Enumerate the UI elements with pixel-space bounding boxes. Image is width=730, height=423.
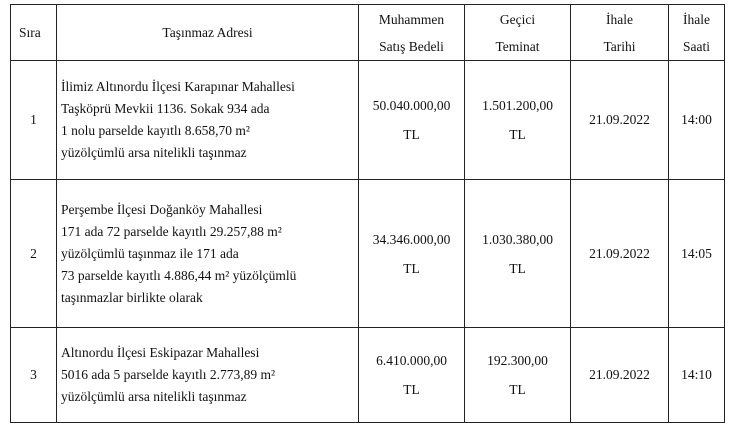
cell-saat: 14:00: [669, 61, 725, 180]
bedel-amount: 6.410.000,00: [376, 353, 447, 368]
cell-saat: 14:10: [669, 328, 725, 423]
cell-adres: [57, 61, 359, 180]
address-line: 73 parselde kayıtlı 4.886,44 m² yüzölçümlü: [61, 267, 297, 283]
address-line: 5016 ada 5 parselde kayıtlı 2.773,89 m²: [61, 367, 276, 382]
bedel-amount: 34.346.000,00: [372, 231, 451, 247]
address-line: Taşköprü Mevkii 1136. Sokak 934 ada: [61, 101, 270, 116]
address-line: 171 ada 72 parselde kayıtlı 29.257,88 m²: [61, 223, 282, 239]
address-line: 1 nolu parselde kayıtlı 8.658,70 m²: [61, 123, 250, 138]
teminat-amount: 192.300,00: [487, 353, 548, 368]
teminat-amount: 1.030.380,00: [482, 231, 553, 247]
teminat-currency: TL: [509, 382, 526, 397]
teminat-amount: 1.501.200,00: [482, 98, 553, 113]
teminat-currency: TL: [509, 260, 526, 276]
address-line: yüzölçümlü arsa nitelikli taşınmaz: [61, 389, 247, 404]
header-teminat-line: Teminat: [495, 38, 540, 54]
address-line: taşınmazlar birlikte olarak: [61, 289, 203, 305]
address-line: yüzölçümlü taşınmaz ile 171 ada: [61, 245, 239, 261]
bedel-currency: TL: [403, 382, 420, 397]
header-saat-line: Saati: [683, 38, 710, 54]
cell-teminat: [465, 61, 571, 180]
header-teminat: [465, 5, 571, 61]
header-saat: [669, 5, 725, 61]
cell-teminat: [465, 180, 571, 328]
bedel-currency: TL: [403, 127, 420, 142]
table-row: [11, 61, 725, 180]
cell-sira: 2: [11, 180, 57, 328]
header-teminat-line: Geçici: [499, 11, 536, 27]
cell-tarih: 21.09.2022: [571, 328, 669, 423]
header-tarih-line: İhale: [606, 11, 633, 27]
header-tarih: [571, 5, 669, 61]
address-line: İlimiz Altınordu İlçesi Karapınar Mahallesi: [61, 79, 295, 94]
header-saat-line: İhale: [683, 11, 710, 27]
bedel-currency: TL: [403, 260, 420, 276]
cell-bedel: [359, 180, 465, 328]
header-sira: Sıra: [11, 5, 57, 61]
table-row: [11, 180, 725, 328]
cell-adres: [57, 180, 359, 328]
cell-teminat: [465, 328, 571, 423]
cell-saat: 14:05: [669, 180, 725, 328]
cell-sira: 1: [11, 61, 57, 180]
header-bedel-line: Satış Bedeli: [379, 38, 444, 54]
address-line: Perşembe İlçesi Doğanköy Mahallesi: [61, 201, 263, 217]
cell-tarih: 21.09.2022: [571, 61, 669, 180]
auction-table: [10, 4, 725, 423]
cell-tarih: 21.09.2022: [571, 180, 669, 328]
cell-bedel: [359, 328, 465, 423]
header-bedel: [359, 5, 465, 61]
header-bedel-line: Muhammen: [378, 11, 445, 27]
table-header-row: [11, 5, 725, 61]
address-line: Altınordu İlçesi Eskipazar Mahallesi: [61, 345, 260, 360]
bedel-amount: 50.040.000,00: [372, 98, 451, 113]
cell-adres: [57, 328, 359, 423]
table-row: [11, 328, 725, 423]
address-line: yüzölçümlü arsa nitelikli taşınmaz: [61, 145, 247, 160]
header-adres: Taşınmaz Adresi: [57, 5, 359, 61]
cell-sira: 3: [11, 328, 57, 423]
teminat-currency: TL: [509, 127, 526, 142]
header-tarih-line: Tarihi: [603, 38, 636, 54]
cell-bedel: [359, 61, 465, 180]
